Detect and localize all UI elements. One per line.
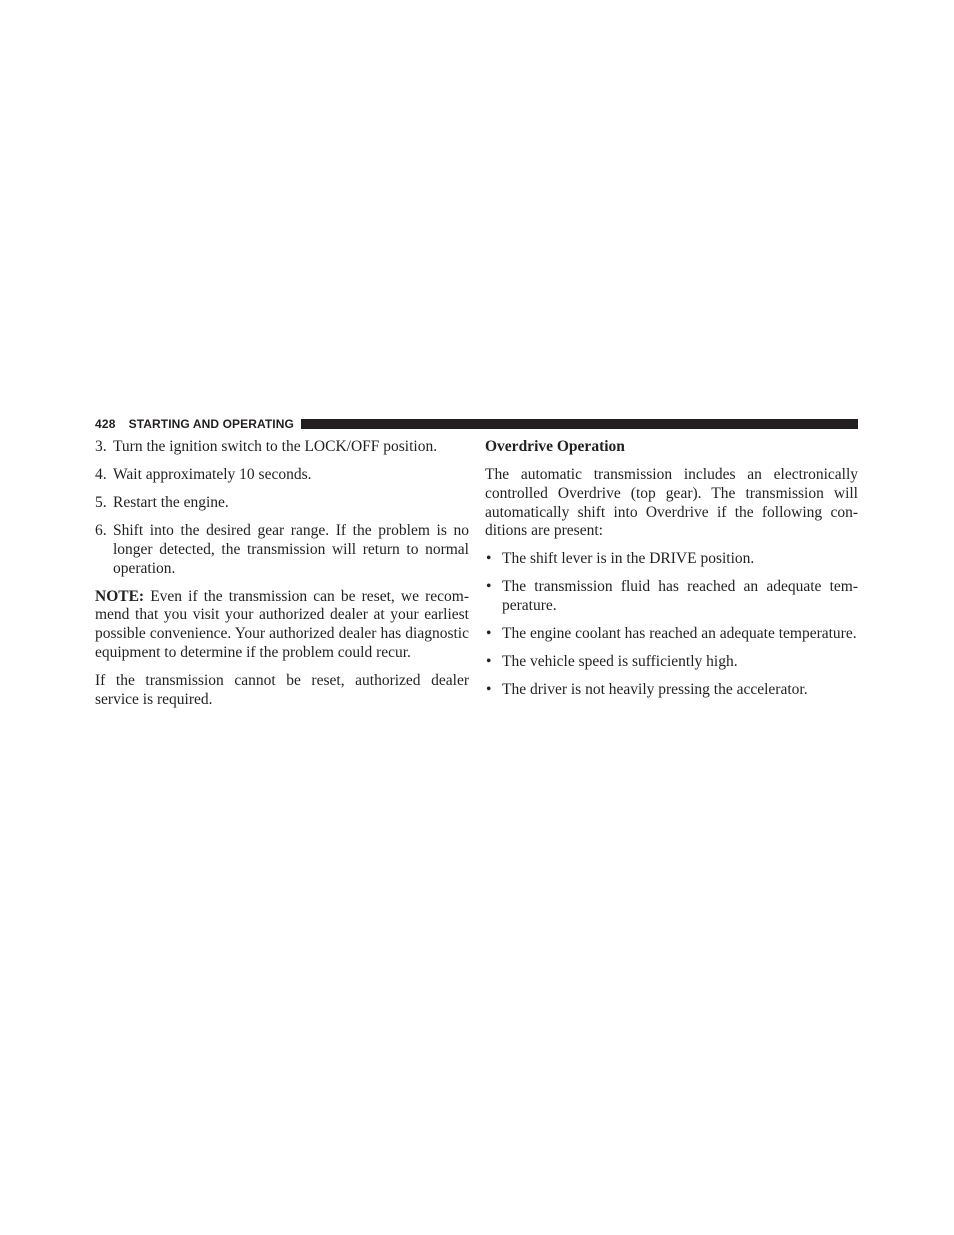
note-text: Even if the transmission can be reset, we recommend that you visit your authorized dealer at your earliest possible convenience. Your authorized dealer has diagnostic equipment to determine if the problem could recur. bbox=[95, 587, 469, 661]
bullet-text: The engine coolant has reached an adequate temperature. bbox=[502, 625, 857, 643]
bullet-icon: • bbox=[486, 625, 492, 643]
bullet-item bbox=[485, 550, 858, 569]
step-text: Shift into the desired gear range. If the problem is no longer detected, the transmission will return to normal operation. bbox=[113, 521, 469, 577]
bullet-icon: • bbox=[486, 653, 492, 671]
bullet-item bbox=[485, 578, 858, 616]
step-text: Turn the ignition switch to the LOCK/OFF position. bbox=[113, 438, 438, 455]
bullet-icon: • bbox=[486, 578, 492, 596]
bullet-text: The transmission fluid has reached an adequate temperature. bbox=[502, 578, 858, 615]
step-item bbox=[95, 438, 469, 457]
step-number: 6. bbox=[95, 521, 107, 539]
step-item bbox=[95, 466, 469, 485]
step-item bbox=[95, 522, 469, 578]
header-rule-bar bbox=[301, 419, 858, 429]
reset-paragraph: If the transmission cannot be reset, authorized dealer service is required. bbox=[95, 671, 469, 708]
intro-paragraph: The automatic transmission includes an electronically controlled Overdrive (top gear). The transmission will automatically shift into Overdrive if the following conditions are present: bbox=[485, 465, 858, 540]
bullet-item bbox=[485, 625, 858, 644]
bullet-text: The shift lever is in the DRIVE position. bbox=[502, 550, 755, 568]
step-text: Wait approximately 10 seconds. bbox=[113, 465, 312, 483]
note-paragraph bbox=[95, 588, 469, 663]
section-heading: Overdrive Operation bbox=[485, 438, 625, 455]
bullet-item bbox=[485, 681, 858, 700]
bullet-icon: • bbox=[486, 681, 492, 699]
bullet-text: The driver is not heavily pressing the accelerator. bbox=[502, 681, 808, 699]
step-number: 5. bbox=[95, 493, 107, 511]
note-label: NOTE: bbox=[95, 587, 145, 605]
left-column bbox=[95, 438, 469, 719]
bullet-item bbox=[485, 653, 858, 672]
step-item bbox=[95, 494, 469, 513]
bullet-text: The vehicle speed is sufficiently high. bbox=[502, 653, 738, 671]
bullet-icon: • bbox=[486, 550, 492, 568]
page-header bbox=[95, 416, 858, 432]
page-number: 428 bbox=[95, 417, 116, 431]
step-text: Restart the engine. bbox=[113, 493, 229, 511]
step-number: 3. bbox=[95, 438, 107, 455]
section-title: STARTING AND OPERATING bbox=[128, 417, 294, 431]
step-number: 4. bbox=[95, 465, 107, 483]
right-column bbox=[485, 438, 858, 709]
